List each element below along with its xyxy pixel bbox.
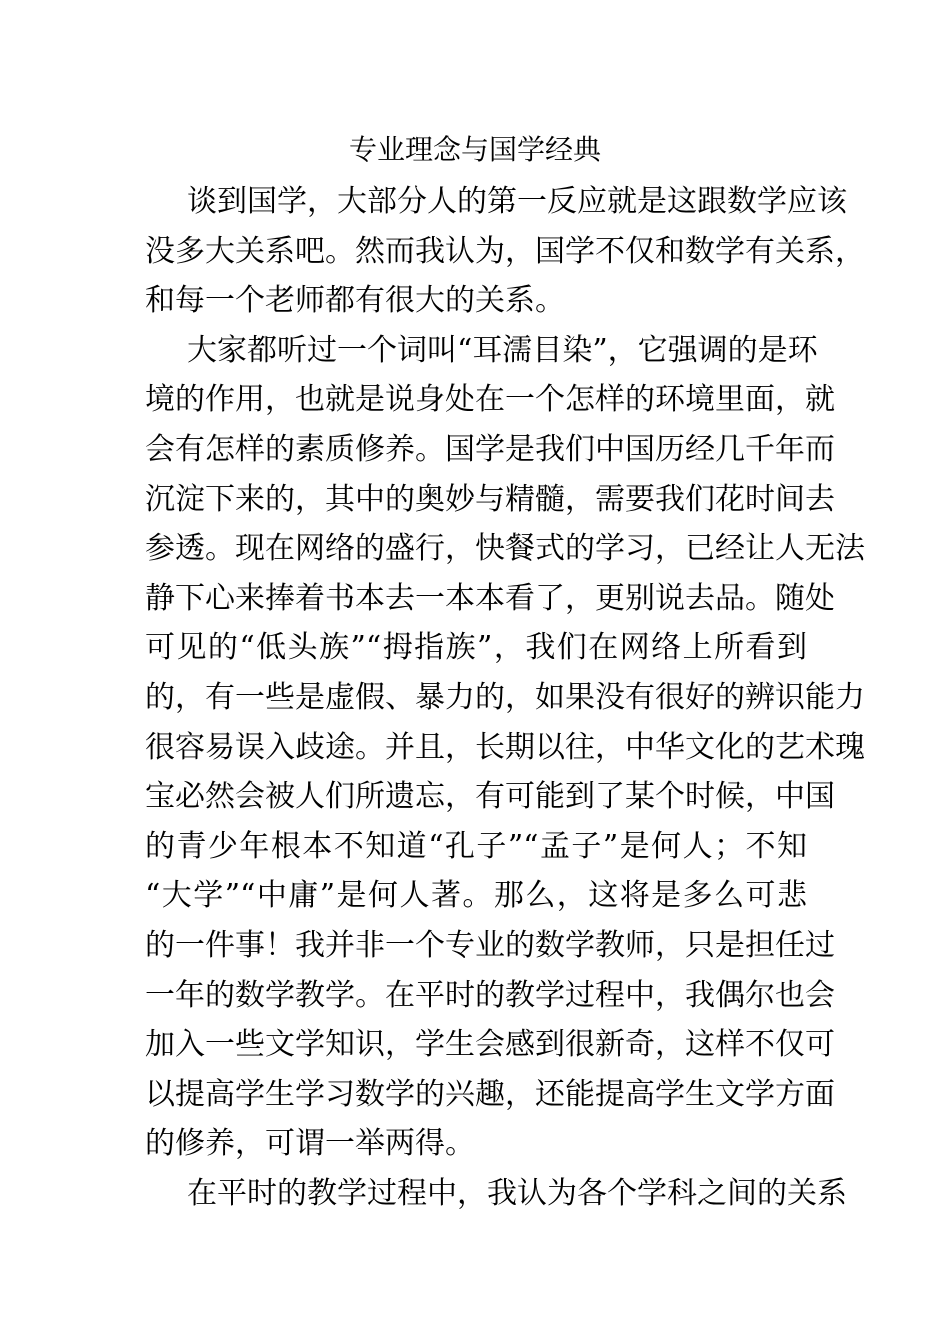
paragraph-2-line-13: 的一件事！我并非一个专业的数学教师，只是担任过 — [145, 927, 835, 963]
paragraph-2-line-4: 沉淀下来的，其中的奥妙与精髓，需要我们花时间去 — [145, 481, 835, 517]
paragraph-2-line-5: 参透。现在网络的盛行，快餐式的学习，已经让人无法 — [145, 531, 865, 567]
paragraph-2-line-1: 大家都听过一个词叫“耳濡目染”，它强调的是环 — [187, 332, 818, 368]
paragraph-2-line-17: 的修养，可谓一举两得。 — [145, 1126, 475, 1162]
paragraph-2-line-6: 静下心来捧着书本去一本本看了，更别说去品。随处 — [145, 580, 835, 616]
paragraph-2-line-8: 的，有一些是虚假、暴力的，如果没有很好的辨识能力 — [145, 679, 865, 715]
paragraph-2-line-12: “大学”“中庸”是何人著。那么，这将是多么可悲 — [145, 878, 807, 914]
paragraph-3-line-1: 在平时的教学过程中，我认为各个学科之间的关系 — [187, 1175, 847, 1211]
paragraph-1-line-1: 谈到国学，大部分人的第一反应就是这跟数学应该 — [187, 184, 847, 219]
document-body — [145, 177, 865, 1218]
paragraph-1-line-3: 和每一个老师都有很大的关系。 — [145, 283, 565, 319]
document-title: 专业理念与国学经典 — [348, 133, 601, 166]
paragraph-2-line-9: 很容易误入歧途。并且，长期以往，中华文化的艺术瑰 — [145, 729, 865, 765]
paragraph-2-line-7: 可见的“低头族”“拇指族”，我们在网络上所看到 — [145, 630, 807, 666]
paragraph-2-line-15: 加入一些文学知识，学生会感到很新奇，这样不仅可 — [145, 1027, 835, 1063]
paragraph-2-line-10: 宝必然会被人们所遗忘，有可能到了某个时候，中国 — [145, 779, 835, 815]
paragraph-2-line-11: 的青少年根本不知道“孔子”“孟子”是何人；不知 — [145, 828, 807, 864]
paragraph-2-line-16: 以提高学生学习数学的兴趣，还能提高学生文学方面 — [145, 1076, 835, 1112]
paragraph-2-line-3: 会有怎样的素质修养。国学是我们中国历经几千年而 — [145, 431, 835, 467]
paragraph-2-line-2: 境的作用，也就是说身处在一个怎样的环境里面，就 — [145, 382, 835, 418]
paragraph-1-line-2: 没多大关系吧。然而我认为，国学不仅和数学有关系， — [145, 233, 865, 269]
paragraph-2-line-14: 一年的数学教学。在平时的教学过程中，我偶尔也会 — [145, 977, 835, 1013]
